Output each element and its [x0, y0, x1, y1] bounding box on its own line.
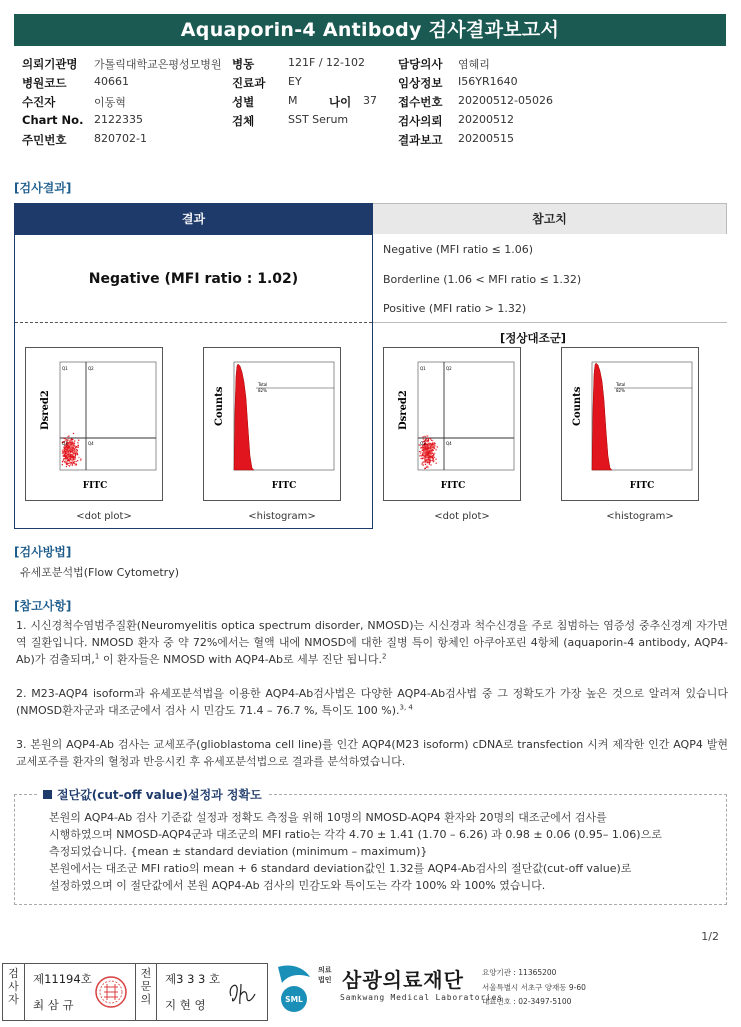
dot-plot-event: [71, 462, 72, 463]
note-1: 1. 시신경척수염범주질환(Neuromyelitis optica spectrum disorder, NMOSD)는 시신경과 척수신경을 주로 침범하는 염증성 중추신경계 자가면역 질환입니다. NMOSD 환자 중 약 72%에서는 혈액 내에 NMOSD에 대한 질병 특이 항체인 아쿠아포린 4항체 (aquaporin-4 antibody, AQP4-Ab)가 검출되며,$^1$ 이 환자들은 NMOSD with AQP4-Ab로 세부 진단 됩니다.$^2$: [16, 619, 728, 666]
dot-plot-event: [429, 450, 430, 451]
dot-plot-event: [424, 462, 425, 463]
dot-plot-event: [432, 460, 433, 461]
dot-plot-event: [425, 450, 426, 451]
dot-plot-event: [434, 457, 435, 458]
dot-plot-event: [433, 445, 434, 446]
dot-plot-event: [80, 458, 81, 459]
dot-plot-event: [68, 463, 69, 464]
dot-plot-event: [430, 445, 431, 446]
dot-plot-event: [71, 458, 72, 459]
dot-plot-event: [64, 461, 65, 462]
dot-plot-event: [423, 449, 424, 450]
dot-plot-event: [78, 457, 79, 458]
dot-plot-event: [429, 452, 430, 453]
dot-plot-event: [68, 459, 69, 460]
dot-plot-event: [70, 449, 71, 450]
dot-plot-event: [430, 438, 431, 439]
receipt-value: 20200512-05026: [458, 94, 553, 107]
dot-plot-event: [430, 464, 431, 465]
dot-plot-event: [68, 465, 69, 466]
dot-plot-event: [75, 454, 76, 455]
dot-plot-event: [67, 455, 68, 456]
dot-plot-event: [429, 448, 430, 449]
dot-plot-event: [64, 456, 65, 457]
dot-plot-event: [64, 454, 65, 455]
dot-plot-event: [77, 442, 78, 443]
code-value: 40661: [94, 75, 129, 88]
patient-info: [22, 56, 722, 150]
dot-plot-event: [78, 447, 79, 448]
result-value: Negative (MFI ratio : 1.02): [15, 235, 372, 323]
sex-value: M: [288, 94, 298, 107]
age-value: 37: [363, 94, 377, 107]
dot-plot-event: [422, 458, 423, 459]
dot-plot-event: [425, 464, 426, 465]
reference-negative: Negative (MFI ratio ≤ 1.06): [383, 243, 534, 256]
dot-plot-event: [429, 443, 430, 444]
dot-plot-event: [426, 446, 427, 447]
q4-label: Q4: [88, 441, 94, 446]
cutoff-text: [49, 809, 715, 894]
dot-plot-event: [69, 453, 70, 454]
dot-plot-event: [74, 463, 75, 464]
dot-plot-event: [62, 455, 63, 456]
dot-plot-event: [62, 451, 63, 452]
dot-plot-event: [427, 462, 428, 463]
dot-plot-event: [432, 455, 433, 456]
dot-plot-event: [71, 439, 72, 440]
org-type-2: 법인: [318, 976, 332, 984]
dot-plot-event: [432, 452, 433, 453]
q2-label: Q2: [88, 366, 94, 371]
histogram-peak: [234, 364, 254, 470]
dot-plot-event: [74, 440, 75, 441]
dot-plot-event: [421, 463, 422, 464]
dot-plot-event: [72, 441, 73, 442]
dot-plot-event: [426, 440, 427, 441]
dot-plot-event: [436, 449, 437, 450]
dot-plot-event: [427, 467, 428, 468]
dot-plot-event: [431, 450, 432, 451]
note-3: 3. 본원의 AQP4-Ab 검사는 교세포주(glioblastoma cell line)를 인간 AQP4(M23 isoform) cDNA로 transfection 시켜 제작한 인간 AQP4 발현 교세포주를 환자의 혈청과 반응시킨 후 유세포분석법으로 결과를 분석하였습니다.: [16, 738, 728, 768]
control-dot-caption: <dot plot>: [434, 511, 490, 522]
control-dot-xlabel: FITC: [440, 481, 466, 491]
age-label: 나이: [329, 95, 352, 109]
control-hist-marker-sub: 82%: [616, 388, 625, 393]
dot-plot-event: [73, 442, 74, 443]
dot-plot-event: [424, 454, 425, 455]
hist-ylabel: Counts: [214, 386, 225, 426]
dot-plot-event: [75, 455, 76, 456]
org-english-name: Samkwang Medical Laboratories: [340, 993, 503, 1002]
dot-plot-event: [65, 452, 66, 453]
dot-plot-event: [420, 455, 421, 456]
dot-plot-event: [431, 460, 432, 461]
specialist-name: 지 현 영: [165, 998, 206, 1012]
dot-plot-event: [63, 458, 64, 459]
control-q3-label: Q3: [420, 441, 426, 446]
dot-plot-event: [71, 454, 72, 455]
dot-plot-event: [420, 453, 421, 454]
dot-plot-event: [429, 457, 430, 458]
dot-plot-event: [71, 438, 72, 439]
dot-plot-event: [68, 442, 69, 443]
dot-plot-event: [426, 438, 427, 439]
patient-label: 수진자: [22, 95, 56, 109]
dot-plot-event: [423, 457, 424, 458]
dot-plot-event: [70, 452, 71, 453]
cutoff-line: 측정되었습니다. {mean ± standard deviation (minimum – maximum)}: [49, 845, 428, 858]
dot-plot-event: [434, 460, 435, 461]
dot-plot-event: [425, 455, 426, 456]
q3-label: Q3: [62, 441, 68, 446]
dot-plot-event: [63, 459, 64, 460]
dot-plot-event: [74, 459, 75, 460]
dot-plot-event: [67, 449, 68, 450]
dot-plot-event: [428, 459, 429, 460]
dot-plot-event: [68, 451, 69, 452]
dot-plot-event: [72, 463, 73, 464]
id-label: 주민번호: [22, 133, 67, 147]
notes-body: [16, 617, 728, 787]
control-label: [정상대조군]: [500, 331, 567, 345]
notes-heading: [참고사항]: [14, 599, 72, 613]
dot-plot-event: [423, 464, 424, 465]
dot-plot-event: [63, 449, 64, 450]
dot-plot-event: [75, 447, 76, 448]
dot-plot-event: [76, 449, 77, 450]
patient-value: 이동혁: [94, 96, 126, 109]
dot-plot-event: [69, 460, 70, 461]
dot-plot-event: [69, 462, 70, 463]
dot-plot-event: [74, 449, 75, 450]
dot-plot-event: [432, 446, 433, 447]
dot-plot-event: [426, 449, 427, 450]
dot-plot-event: [66, 466, 67, 467]
signature-icon: [225, 976, 261, 1010]
control-dot-plot: [383, 347, 521, 501]
reference-borderline: Borderline (1.06 < MFI ratio ≤ 1.32): [383, 273, 582, 286]
note-2: 2. M23-AQP4 isoform과 유세포분석법을 이용한 AQP4-Ab검사법은 다양한 AQP4-Ab검사법 중 그 정확도가 가장 높은 것으로 알려져 있습니다(NMOSD환자군과 대조군에서 검사 시 민감도 71.4 – 76.7 %, 특이도 100 %).$^{3, 4}$: [16, 687, 728, 717]
lab-name: 최 삼 규: [33, 998, 74, 1012]
dot-plot-event: [69, 440, 70, 441]
dot-plot-event: [426, 451, 427, 452]
dot-plot-event: [66, 451, 67, 452]
svg-text:SML: SML: [285, 995, 303, 1004]
contact-code: 요양기관 : 11365200: [482, 968, 557, 977]
patient-histogram: [203, 347, 341, 501]
footer: [0, 955, 741, 1027]
dot-plot-event: [72, 447, 73, 448]
dot-plot-event: [424, 468, 425, 469]
dot-plot-event: [62, 464, 63, 465]
dot-plot-event: [427, 456, 428, 457]
dot-plot-event: [422, 454, 423, 455]
dot-plot-event: [65, 457, 66, 458]
method-text: 유세포분석법(Flow Cytometry): [20, 566, 180, 579]
lab-number: 제11194호: [33, 972, 92, 986]
dept-value: EY: [288, 75, 302, 88]
dot-ylabel: Dsred2: [40, 390, 51, 430]
dot-plot-event: [423, 439, 424, 440]
report-label: 결과보고: [398, 133, 443, 147]
lab-vertical-label: 검 사 자: [3, 964, 25, 1020]
control-hist-xlabel: FITC: [629, 481, 655, 491]
doctor-value: 염혜리: [458, 58, 490, 71]
dot-plot-event: [73, 456, 74, 457]
square-bullet-icon: [43, 790, 52, 799]
dot-plot-event: [72, 444, 73, 445]
dot-plot-event: [62, 452, 63, 453]
dot-plot-event: [432, 443, 433, 444]
dot-plot-event: [434, 453, 435, 454]
result-header: 결과: [15, 204, 372, 235]
control-hist-ylabel: Counts: [572, 386, 583, 426]
dot-plot-event: [428, 462, 429, 463]
dot-plot-event: [70, 464, 71, 465]
org-name: 삼광의료재단: [342, 968, 464, 992]
chart-value: 2122335: [94, 113, 143, 126]
dot-plot-event: [68, 435, 69, 436]
dot-plot-event: [78, 440, 79, 441]
hist-marker-sub: 82%: [258, 388, 267, 393]
reference-positive: Positive (MFI ratio > 1.32): [383, 302, 527, 315]
dot-plot-event: [423, 461, 424, 462]
doctor-label: 담당의사: [398, 57, 443, 71]
hist-marker: Total: [258, 382, 268, 387]
dot-plot-event: [436, 463, 437, 464]
dot-plot-event: [424, 436, 425, 437]
dot-plot-event: [73, 462, 74, 463]
specialist-vertical-label: 전 문 의: [135, 964, 157, 1020]
request-value: 20200512: [458, 113, 514, 126]
ward-value: 121F / 12-102: [288, 56, 365, 69]
clinical-value: I56YR1640: [458, 75, 518, 88]
cutoff-line: 설정하였으며 이 절단값에서 본원 AQP4-Ab 검사의 민감도와 특이도는 각각 100% 와 100% 였습니다.: [49, 879, 546, 892]
dot-plot-event: [427, 435, 428, 436]
result-heading: [검사결과]: [14, 181, 72, 195]
dot-plot-event: [67, 447, 68, 448]
sex-label: 성별: [232, 95, 255, 109]
control-dot-ylabel: Dsred2: [398, 390, 409, 430]
page-number: 1/2: [701, 930, 719, 943]
control-histogram-peak: [592, 363, 612, 470]
dot-xlabel: FITC: [82, 481, 108, 491]
dot-plot-event: [432, 449, 433, 450]
dot-plot-event: [434, 442, 435, 443]
dot-plot-event: [420, 451, 421, 452]
dot-plot-event: [427, 448, 428, 449]
dept-label: 진료과: [232, 76, 266, 90]
dot-plot-event: [73, 457, 74, 458]
signature-box: [2, 963, 268, 1021]
dot-plot-event: [429, 446, 430, 447]
hist-caption: <histogram>: [248, 511, 316, 522]
dot-plot-event: [74, 451, 75, 452]
method-heading: [검사방법]: [14, 545, 72, 559]
dot-plot-event: [77, 460, 78, 461]
code-label: 병원코드: [22, 76, 67, 90]
report-title: Aquaporin-4 Antibody 검사결과보고서: [14, 14, 726, 46]
dot-plot-event: [73, 453, 74, 454]
dot-plot-event: [68, 446, 69, 447]
dot-plot-event: [70, 459, 71, 460]
dot-plot-event: [62, 461, 63, 462]
dot-plot-event: [75, 461, 76, 462]
dot-plot-event: [422, 462, 423, 463]
dot-plot-event: [434, 448, 435, 449]
dot-plot-event: [64, 447, 65, 448]
dot-plot-event: [72, 439, 73, 440]
control-q2-label: Q2: [446, 366, 452, 371]
histogram-graphic: [204, 348, 342, 502]
patient-dot-plot: [25, 347, 163, 501]
clinical-label: 임상정보: [398, 76, 443, 90]
control-hist-marker: Total: [616, 382, 626, 387]
dot-plot-event: [71, 442, 72, 443]
request-label: 검사의뢰: [398, 114, 443, 128]
dot-plot-event: [423, 447, 424, 448]
control-histogram: [561, 347, 699, 501]
contact-phone: 대표번호 : 02-3497-5100: [482, 997, 572, 1006]
dot-plot-event: [425, 447, 426, 448]
cutoff-box: [14, 788, 727, 905]
dot-plot-event: [429, 463, 430, 464]
dot-plot-event: [69, 465, 70, 466]
dot-plot-event: [432, 457, 433, 458]
reference-divider: [373, 322, 727, 323]
cutoff-line: 시행하였으며 NMOSD-AQP4군과 대조군의 MFI ratio는 각각 4.70 ± 1.41 (1.70 – 6.26) 과 0.98 ± 0.06 (0.95– 1.06)으로: [49, 828, 662, 841]
cutoff-line: 본원의 AQP4-Ab 검사 기준값 설정과 정확도 측정을 위해 10명의 NMOSD-AQP4 환자와 20명의 대조군에서 검사를: [49, 811, 607, 824]
dot-plot-event: [426, 454, 427, 455]
receipt-label: 접수번호: [398, 95, 443, 109]
dot-plot-event: [431, 456, 432, 457]
dot-plot-event: [422, 436, 423, 437]
dot-plot-event: [68, 438, 69, 439]
dot-plot-event: [77, 454, 78, 455]
sml-logo-icon: [270, 963, 316, 1017]
dot-plot-event: [72, 465, 73, 466]
control-hist-graphic: [562, 348, 700, 502]
dot-plot-event: [70, 444, 71, 445]
control-q1-label: Q1: [420, 366, 426, 371]
chart-label: Chart No.: [22, 113, 84, 127]
seal-stamp-icon: [93, 972, 129, 1012]
hospital-label: 의뢰기관명: [22, 57, 78, 71]
dot-plot-event: [64, 438, 65, 439]
dot-plot-event: [421, 458, 422, 459]
dot-plot-event: [428, 453, 429, 454]
control-hist-caption: <histogram>: [606, 511, 674, 522]
dot-plot-event: [437, 447, 438, 448]
dot-plot-event: [68, 457, 69, 458]
contact-address: 서울특별시 서초구 양재동 9-60: [482, 983, 586, 992]
dot-plot-event: [74, 446, 75, 447]
q1-label: Q1: [62, 366, 68, 371]
dot-plot-event: [76, 464, 77, 465]
specialist-number: 제3 3 3 호: [165, 972, 221, 986]
dot-plot-graphic: [26, 348, 164, 502]
dot-plot-event: [431, 440, 432, 441]
specimen-label: 검체: [232, 114, 255, 128]
report-value: 20200515: [458, 132, 514, 145]
hist-xlabel: FITC: [271, 481, 297, 491]
dot-plot-event: [422, 452, 423, 453]
specimen-value: SST Serum: [288, 113, 349, 126]
dot-plot-event: [65, 458, 66, 459]
control-dot-graphic: [384, 348, 522, 502]
dot-plot-event: [424, 458, 425, 459]
dot-plot-event: [435, 459, 436, 460]
dot-plot-event: [78, 445, 79, 446]
cutoff-title: 절단값(cut-off value)설정과 정확도: [37, 786, 268, 803]
cutoff-line: 본원에서는 대조군 MFI ratio의 mean + 6 standard deviation값인 1.32를 AQP4-Ab검사의 절단값(cut-off value)로: [49, 862, 632, 875]
ward-label: 병동: [232, 57, 255, 71]
dot-caption: <dot plot>: [76, 511, 132, 522]
id-value: 820702-1: [94, 132, 147, 145]
org-type-1: 의료: [318, 966, 332, 974]
dot-plot-event: [428, 438, 429, 439]
control-q4-label: Q4: [446, 441, 452, 446]
dot-plot-event: [70, 457, 71, 458]
dot-plot-event: [80, 459, 81, 460]
dot-plot-event: [73, 433, 74, 434]
reference-header: 참고치: [373, 203, 727, 234]
dot-plot-event: [69, 443, 70, 444]
dot-plot-event: [72, 459, 73, 460]
dot-plot-event: [429, 454, 430, 455]
hospital-value: 가톨릭대학교은평성모병원: [94, 58, 222, 71]
